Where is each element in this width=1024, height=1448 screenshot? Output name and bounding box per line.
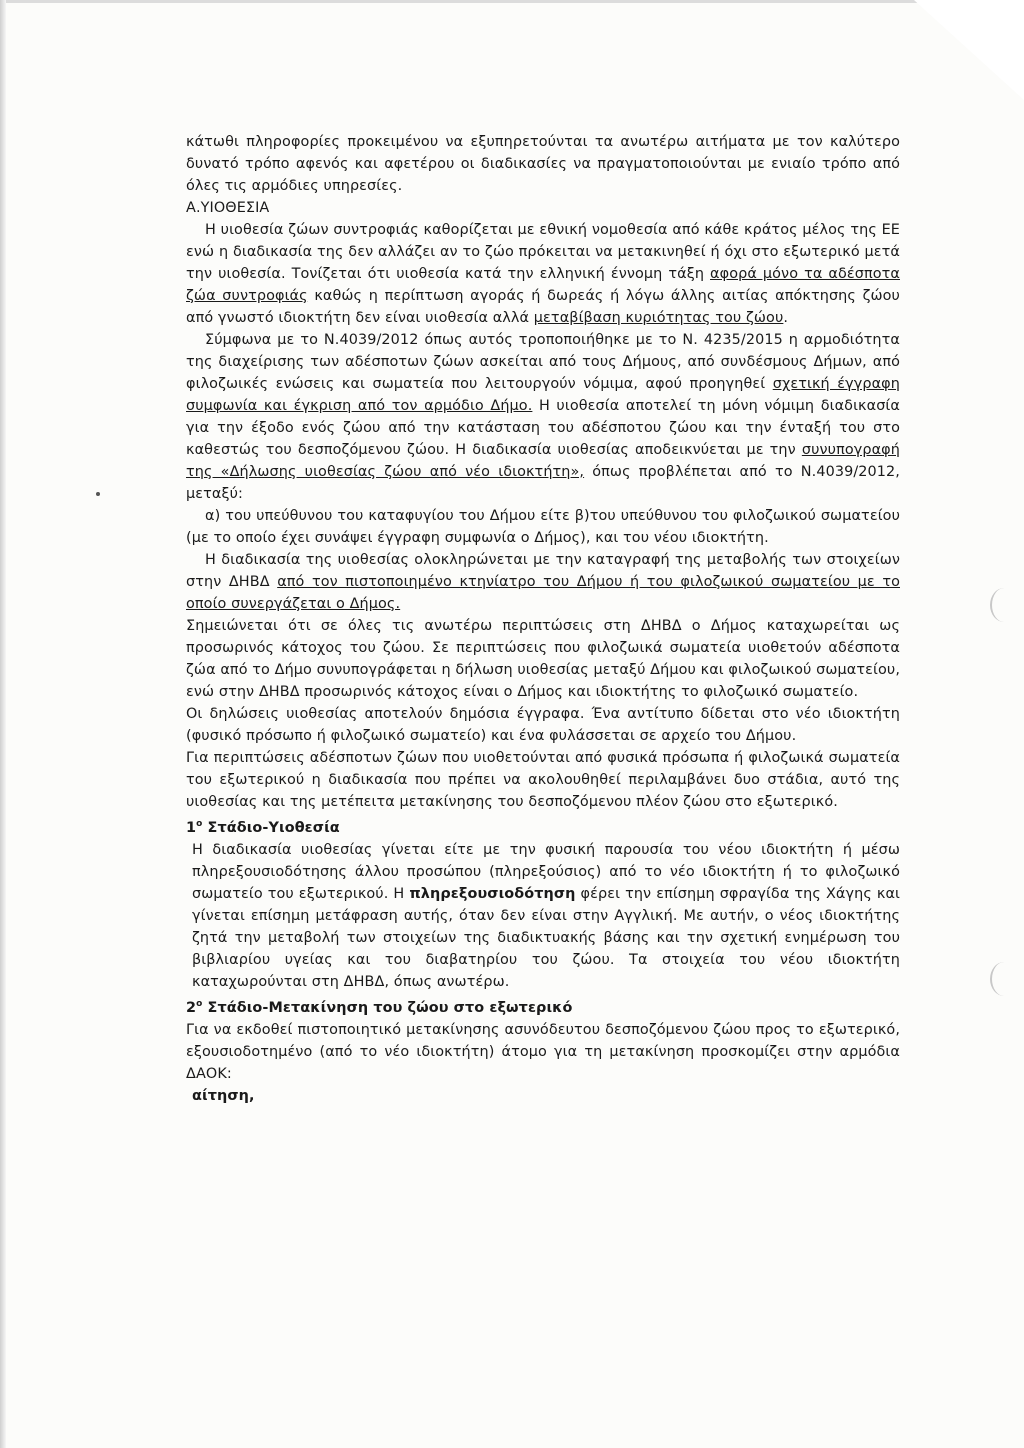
note-paragraph: Σημειώνεται ότι σε όλες τις ανωτέρω περιπτώσεις στη ΔΗΒΔ ο Δήμος καταχωρείται ως προσωρινός κάτοχος του ζώου. Σε περιπτώσεις που φιλοζωικά σωματεία υιοθετούν αδέσποτα ζώα από το Δήμο συνυπογράφεται η δήλωση υιοθεσίας μεταξύ Δήμου και φιλοζωικού σωματείου, ενώ στην ΔΗΒΔ προσωρινός κάτοχος είναι ο Δήμος και ιδιοκτήτης το φιλοζωικό σωματείο.	[186, 618, 900, 700]
bold-term: πληρεξουσιοδότηση	[409, 886, 576, 902]
adoption-paragraph-2: Σύμφωνα με το Ν.4039/2012 όπως αυτός τροποποιήθηκε με το Ν. 4235/2015 η αρμοδιότητα της διαχείρισης των αδέσποτων ζώων ασκείται από τους Δήμους, από συνδέσμους Δήμων, από φιλοζωικές ενώσεις και σωματεία που λειτουργούν νόμιμα, αφού προηγηθεί σχετική έγγραφη συμφωνία και έγκριση από τον αρμόδιο Δήμο. Η υιοθεσία αποτελεί τη μόνη νόμιμη διαδικασία για την έξοδο ενός ζώου από την κατάσταση του αδέσποτου ζώου και την ένταξή του στο καθεστώς του δεσποζόμενου ζώου. Η διαδικασία υιοθεσίας αποδεικνύεται με την συνυπογραφή της «Δήλωσης υιοθεσίας ζώου από νέο ιδιοκτήτη», όπως προβλέπεται από το Ν.4039/2012, μεταξύ:	[186, 332, 900, 502]
margin-dot	[96, 492, 100, 496]
folded-corner	[914, 0, 1024, 100]
stage-1-heading: $1^o$ Στάδιο-Υιοθεσία	[186, 819, 340, 836]
adoption-paragraph-1: Η υιοθεσία ζώων συντροφιάς καθορίζεται με εθνική νομοθεσία από κάθε κράτος μέλος της ΕΕ ενώ η διαδικασία της δεν αλλάζει αν το ζώο πρόκειται να μετακινηθεί ή όχι στο εξωτερικό μετά την υιοθεσία. Τονίζεται ότι υιοθεσία κατά την ελληνική έννομη τάξη αφορά μόνο τα αδέσποτα ζώα συντροφιάς καθώς η περίπτωση αγοράς ή δωρεάς ή λόγω άλλης αιτίας απόκτησης ζώου από γνωστό ιδιοκτήτη δεν είναι υιοθεσία αλλά μεταβίβαση κυριότητας του ζώου.	[186, 222, 900, 326]
underlined-phrase: αφορά μόνο τα αδέσποτα ζώα συντροφιάς	[186, 266, 900, 304]
adoption-paragraph-4: Η διαδικασία της υιοθεσίας ολοκληρώνεται με την καταγραφή της μεταβολής των στοιχείων στην ΔΗΒΔ από τον πιστοποιημένο κτηνίατρο του Δήμου ή του φιλοζωικού σωματείου με το οποίο συνεργάζεται ο Δήμος.	[186, 552, 900, 612]
stage-2-heading: $2^o$ Στάδιο-Μετακίνηση του ζώου στο εξωτερικό	[186, 999, 573, 1016]
stage-1-paragraph: Η διαδικασία υιοθεσίας γίνεται είτε με την φυσική παρουσία του νέου ιδιοκτήτη ή μέσω πληρεξουσιοδότησης άλλου προσώπου (πληρεξούσιος) από το νέο ιδιοκτήτη ή το φιλοζωικό σωματείο του εξωτερικού. Η πληρεξουσιοδότηση φέρει την επίσημη σφραγίδα της Χάγης και γίνεται επίσημη μετάφραση αυτής, όταν δεν είναι στην Αγγλική. Με αυτήν, ο νέος ιδιοκτήτης ζητά την μεταβολή των στοιχείων της διαδικτυακής βάσης και την σχετική ενημέρωση του βιβλιαρίου υγείας και του διαβατηρίου του ζώου. Τα στοιχεία του νέου ιδιοκτήτη καταχωρούνται στη ΔΗΒΔ, όπως ανωτέρω.	[192, 842, 901, 990]
punch-hole-mark	[990, 588, 1018, 622]
underlined-phrase: μεταβίβαση κυριότητας του ζώου	[533, 310, 784, 326]
intro-paragraph: κάτωθι πληροφορίες προκειμένου να εξυπηρετούνται τα ανωτέρω αιτήματα με τον καλύτερο δυνατό τρόπο αφενός και αφετέρου οι διαδικασίες να πραγματοποιούνται με ενιαίο τρόπο από όλες τις αρμόδιες υπηρεσίες.	[186, 134, 900, 194]
section-heading: Α.ΥΙΟΘΕΣΙΑ	[186, 200, 270, 216]
scan-edge-top	[0, 0, 1024, 3]
adoption-paragraph-3: α) του υπεύθυνου του καταφυγίου του Δήμου είτε β)του υπεύθυνου του φιλοζωικού σωματείου (με το οποίο έχει συνάψει έγγραφη συμφωνία ο Δήμος), και του νέου ιδιοκτήτη.	[186, 508, 900, 546]
abroad-paragraph: Για περιπτώσεις αδέσποτων ζώων που υιοθετούνται από φυσικά πρόσωπα ή φιλοζωικά σωματεία του εξωτερικού η διαδικασία που πρέπει να ακολουθηθεί περιλαμβάνει δυο στάδια, αυτό της υιοθεσίας και της μετέπειτα μετακίνησης του δεσποζόμενου πλέον ζώου στο εξωτερικό.	[186, 750, 900, 810]
punch-hole-mark	[990, 962, 1018, 996]
scan-edge-left	[0, 0, 6, 1448]
stage-2-paragraph: Για να εκδοθεί πιστοποιητικό μετακίνησης ασυνόδευτου δεσποζόμενου ζώου προς το εξωτερικό, εξουσιοδοτημένο (από το νέο ιδιοκτήτη) άτομο για τη μετακίνηση προσκομίζει στην αρμόδια ΔΑΟΚ:	[186, 1022, 900, 1082]
declarations-paragraph: Οι δηλώσεις υιοθεσίας αποτελούν δημόσια έγγραφα. Ένα αντίτυπο δίδεται στο νέο ιδιοκτήτη (φυσικό πρόσωπο ή φιλοζωικό σωματείο) και ένα φυλάσσεται σε αρχείο του Δήμου.	[186, 706, 900, 744]
document-body	[186, 131, 900, 1107]
underlined-phrase: από τον πιστοποιημένο κτηνίατρο του Δήμου ή του φιλοζωικού σωματείου με το οποίο συνεργάζεται ο Δήμος.	[186, 574, 900, 612]
underlined-phrase: σχετική έγγραφη συμφωνία και έγκριση από τον αρμόδιο Δήμο.	[186, 376, 900, 414]
underlined-phrase: συνυπογραφή της «Δήλωσης υιοθεσίας ζώου από νέο ιδιοκτήτη»,	[186, 442, 900, 480]
list-item-application: αίτηση,	[192, 1088, 255, 1104]
